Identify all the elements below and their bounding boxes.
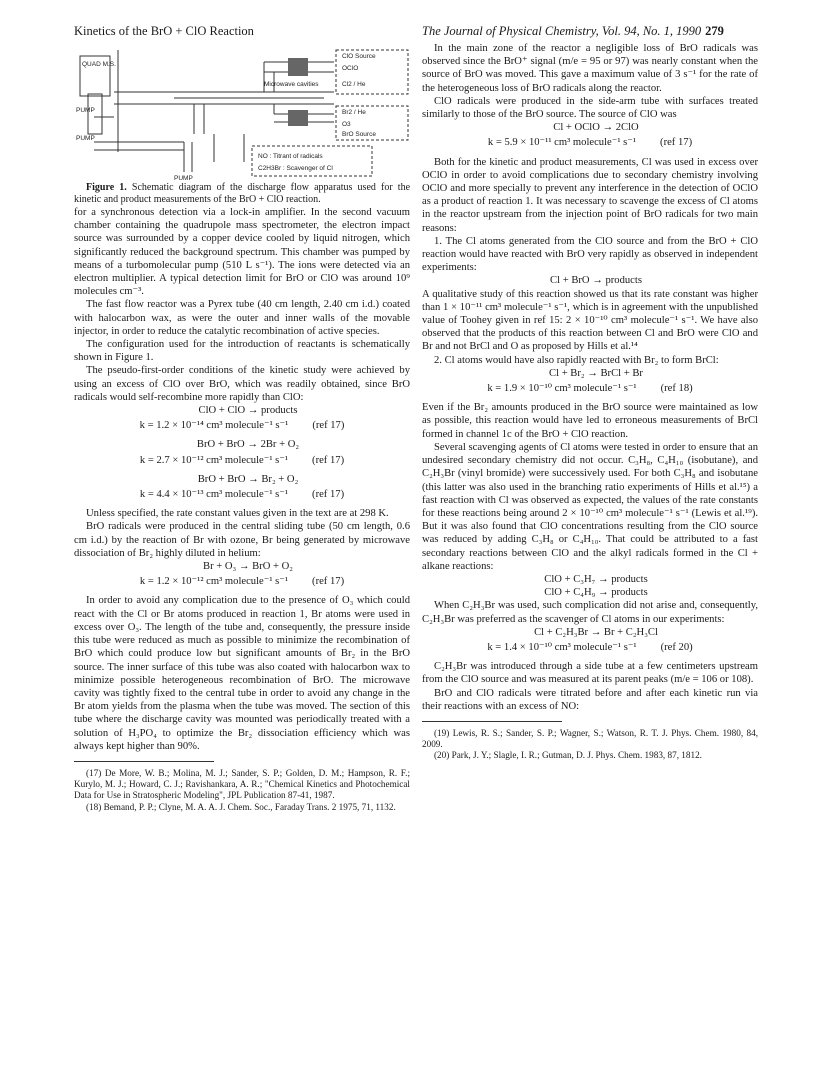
paragraph: Unless specified, the rate constant values given in the text are at 298 K.: [86, 508, 389, 520]
paragraph: BrO and ClO radicals were titrated before and after each kinetic run via their reactions with an excess of NO:: [422, 687, 758, 712]
paragraph: The configuration used for the introduction of reactants is schematically shown in Figure 1.: [74, 339, 410, 364]
paragraph: The pseudo-first-order conditions of the kinetic study were achieved by using an excess of ClO over BrO, which was readily obtained, since BrO radicals would self-recombine more rapidly than ClO:: [74, 365, 410, 403]
paragraph: When C₂H₃Br was used, such complication did not arise and, consequently, C₂H₃Br was preferred as the scavenger of Cl atoms in our experiments:: [422, 600, 758, 625]
paragraph: Even if the Br₂ amounts produced in the BrO source were maintained as low as possible, this reaction would have led to erroneous measurements of BrCl formed in channel 1c of the BrO + ClO reaction.: [422, 402, 758, 440]
paragraph: A qualitative study of this reaction showed us that its rate constant was higher than 1 × 10⁻¹¹ cm³ molecule⁻¹ s⁻¹, which is in agreement with the unpublished value of Toohey given in ref 15: 2 × 10⁻¹⁰ cm³ molecule⁻¹ s⁻¹. We have also observed that the products of this reaction between Cl and BrO were ClO and Br and not BrCl and O as proposed by Hills et al.¹⁴: [422, 288, 758, 353]
footnote-18: (18) Bemand, P. P.; Clyne, M. A. A. J. Chem. Soc., Faraday Trans. 2 1975, 71, 1132.: [86, 801, 396, 812]
rate-value: k = 5.9 × 10⁻¹¹ cm³ molecule⁻¹ s⁻¹: [487, 137, 637, 149]
label-cl2-he: Cl2 / He: [342, 81, 366, 88]
rate-constant: [422, 382, 758, 395]
equation: Cl + Br₂ → BrCl + Br: [549, 367, 643, 379]
label-microwave-cavities: Microwave cavities: [264, 81, 319, 88]
label-pump-1: PUMP: [76, 107, 95, 114]
rate-value: k = 1.9 × 10⁻¹⁰ cm³ molecule⁻¹ s⁻¹: [487, 383, 637, 395]
rate-value: k = 4.4 × 10⁻¹³ cm³ molecule⁻¹ s⁻¹: [139, 489, 289, 501]
figure-1: [74, 42, 410, 182]
equation: BrO + BrO → Br₂ + O₂: [197, 473, 299, 485]
rate-value: k = 1.4 × 10⁻¹⁰ cm³ molecule⁻¹ s⁻¹: [487, 641, 637, 653]
figure-caption: [74, 182, 410, 206]
rate-ref: (ref 18): [660, 383, 693, 395]
rate-value: k = 2.7 × 10⁻¹² cm³ molecule⁻¹ s⁻¹: [139, 454, 289, 466]
footnote-19: (19) Lewis, R. S.; Sander, S. P.; Wagner, S.; Watson, R. T. J. Phys. Chem. 1980, 84, 2009.: [422, 727, 758, 750]
label-oclo: OClO: [342, 65, 359, 72]
footnote-17: (17) De More, W. B.; Molina, M. J.; Sander, S. P.; Golden, D. M.; Hampson, R. F.; Kurylo, M. J.; Howard, C. J.; Ravishankara, A. R.; "Chemical Kinetics and Photochemical Data for Use in Stratospheric Modeling", JPL Publication 87-41, 1987.: [74, 767, 410, 801]
rate-constant: [422, 641, 758, 654]
paragraph: In the main zone of the reactor a negligible loss of BrO radicals was observed since the BrO⁺ signal (m/e = 95 or 97) was nearly constant when the source of BrO was moved. This gave a maximum value of 3 s⁻¹ for the rate of the heterogeneous loss of BrO radicals along the reactor.: [422, 43, 758, 94]
label-pump-3: PUMP: [174, 175, 193, 182]
rate-constant: [74, 575, 410, 588]
rate-value: k = 1.2 × 10⁻¹⁴ cm³ molecule⁻¹ s⁻¹: [139, 420, 289, 432]
equation: ClO + C₃H₇ → products: [544, 573, 648, 585]
journal-name: The Journal of Physical Chemistry, Vol. 94, No. 1, 1990: [422, 24, 702, 38]
rate-ref: (ref 17): [312, 454, 345, 466]
paragraph: C₂H₃Br was introduced through a side tube at a few centimeters upstream from the ClO source and was measured at its parent peaks (m/e = 106 or 108).: [422, 661, 758, 686]
rate-ref: (ref 17): [660, 137, 693, 149]
microwave-cavity-top: [288, 58, 308, 76]
paragraph: 2. Cl atoms would have also rapidly reacted with Br₂ to form BrCl:: [434, 354, 719, 366]
figure-caption-label: Figure 1.: [86, 182, 127, 193]
rate-ref: (ref 20): [660, 641, 693, 653]
paragraph: 1. The Cl atoms generated from the ClO source and from the BrO + ClO reaction would have reacted with BrO very rapidly as observed in independent experiments:: [422, 235, 758, 274]
paragraph: BrO radicals were produced in the central sliding tube (50 cm length, 0.6 cm i.d.) by the reaction of Br with ozone, Br being generated by microwave dissociation of Br₂ highly diluted in helium:: [74, 521, 410, 559]
equation: ClO + C₄H₉ → products: [544, 587, 648, 599]
footnote-rule: [74, 761, 214, 762]
label-bro-source: BrO Source: [342, 131, 376, 138]
label-clo-source: ClO Source: [342, 53, 376, 60]
label-pump-2: PUMP: [76, 135, 95, 142]
equation: Cl + OClO → 2ClO: [553, 122, 639, 134]
right-column: [422, 42, 758, 762]
equation: Cl + BrO → products: [550, 275, 642, 287]
rate-ref: (ref 17): [312, 576, 345, 588]
page-number: 279: [705, 24, 724, 38]
microwave-cavity-bottom: [288, 110, 308, 126]
rate-constant: [422, 136, 758, 149]
rate-constant: [74, 488, 410, 501]
rate-ref: (ref 17): [312, 489, 345, 501]
label-scavenger: C2H3Br : Scavenger of Cl: [258, 165, 333, 172]
rate-value: k = 1.2 × 10⁻¹² cm³ molecule⁻¹ s⁻¹: [139, 576, 289, 588]
figure-caption-text: Schematic diagram of the discharge flow apparatus used for the kinetic and product measurements of the BrO + ClO reaction.: [74, 182, 411, 205]
equation: ClO + ClO → products: [198, 405, 298, 417]
apparatus-diagram: [74, 42, 410, 182]
rate-constant: [74, 454, 410, 467]
equation: Cl + C₂H₃Br → Br + C₂H₃Cl: [534, 626, 658, 638]
equation: Br + O₃ → BrO + O₂: [203, 561, 293, 573]
journal-header: [422, 24, 724, 39]
left-column: [74, 42, 410, 813]
label-quad-ms: QUAD M.S.: [82, 61, 116, 68]
paragraph: ClO radicals were produced in the side-arm tube with surfaces treated similarly to those of the BrO source. The source of ClO was: [422, 95, 758, 121]
paragraph: for a synchronous detection via a lock-in amplifier. In the second vacuum chamber containing the quadrupole mass spectrometer, the electron impact source was surrounded by a copper device cooled by liquid nitrogen, which significantly reduced the background spectrum. This chamber was pumped by means of a turbomolecular pump (510 L s⁻¹). The ions were detected via an electron multiplier. A typical detection limit for BrO or ClO was around 10⁹ molecules cm⁻³.: [74, 207, 410, 298]
label-no-titrant: NO : Titrant of radicals: [258, 153, 323, 160]
paragraph: Several scavenging agents of Cl atoms were tested in order to ensure that an undesired secondary chemistry did not occur. C₃H₈, C₄H₁₀ (isobutane), and C₂H₃Br (vinyl bromide) were successively used. For both C₃H₈ and isobutane (this latter was also used in the branching ratio experiments of Hills et al.¹⁵) a fast reaction with Cl was observed as expected, the values of the rate constants for these reactions being around 2 × 10⁻¹⁰ cm³ molecule⁻¹ s⁻¹ (Lewis et al.¹⁹). But it was also found that ClO concentrations resulting from the ClO source was reduced by adding C₃H₈ or C₄H₁₀. That could be attributed to a fast secondary reactions between ClO and the alkyl radicals formed in the Cl + alkane reactions:: [422, 441, 758, 572]
running-title: Kinetics of the BrO + ClO Reaction: [74, 24, 254, 38]
footnote-20: (20) Park, J. Y.; Slagle, I. R.; Gutman, D. J. Phys. Chem. 1983, 87, 1812.: [434, 750, 702, 761]
rate-constant: [74, 419, 410, 432]
paragraph: In order to avoid any complication due to the presence of O₃ which could react with the Cl or Br atoms produced in reaction 1, Br atoms were used in excess over O₃. The length of the tube and, consequently, the pressure inside this tube were reduced as much as possible to minimize the recombination of BrO which could produce low but significant amounts of Br₂ in the BrO source. The inner surface of this tube was also coated with halocarbon wax to minimize possible heterogeneous recombination of BrO. The microwave cavity was tightly fixed to the central tube in order to avoid any change in the Br atom yields from the plasma when the tube was moved. The section of this tube where the discharge cavity was mounted was periodically treated with a solution of H₃PO₄ to optimize the Br₂ dissociation efficiency which was always kept higher than 90%.: [74, 595, 410, 752]
paragraph: The fast flow reactor was a Pyrex tube (40 cm length, 2.40 cm i.d.) coated with halocarbon wax, as were the outer and inner walls of the movable injector, in order to reduce the catalytic recombination of active species.: [74, 299, 410, 337]
equation: BrO + BrO → 2Br + O₂: [196, 439, 300, 451]
footnote-rule: [422, 721, 562, 722]
paragraph: Both for the kinetic and product measurements, Cl was used in excess over OClO in order to avoid complications due to secondary chemistry involving OClO and more specially to prevent any interference in the detection of OClO as a product of reaction 1. It was necessary to scavenge the excess of Cl atoms in the reactor upstream from the injection point of BrO radicals for two main reasons:: [422, 156, 758, 234]
label-o3: O3: [342, 121, 351, 128]
label-br2-he: Br2 / He: [342, 109, 366, 116]
rate-ref: (ref 17): [312, 420, 345, 432]
